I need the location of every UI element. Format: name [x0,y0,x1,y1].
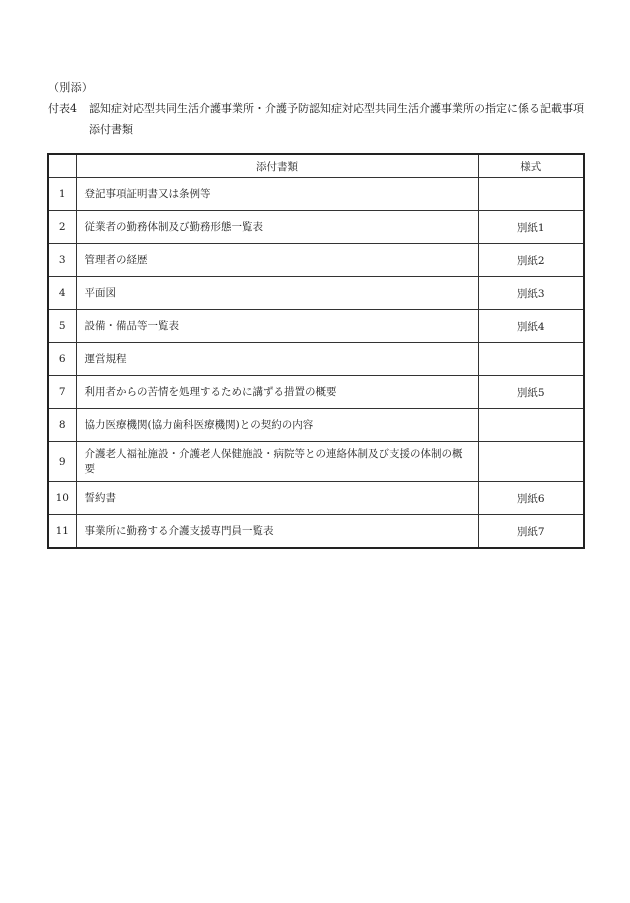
row-number: 11 [48,515,76,549]
table-row [48,310,584,343]
row-form [478,178,584,211]
table-row [48,343,584,376]
table-row [48,376,584,409]
table-row [48,482,584,515]
row-document-name: 誓約書 [76,482,478,515]
row-document-name: 事業所に勤務する介護支援専門員一覧表 [76,515,478,549]
row-number: 10 [48,482,76,515]
table-row [48,277,584,310]
row-document-name: 登記事項証明書又は条例等 [76,178,478,211]
attachment-table [47,153,585,549]
table-row [48,515,584,549]
table-row [48,211,584,244]
table-header-row [48,154,584,178]
row-number: 4 [48,277,76,310]
row-document-name: 協力医療機関(協力歯科医療機関)との契約の内容 [76,409,478,442]
caption-text: 認知症対応型共同生活介護事業所・介護予防認知症対応型共同生活介護事業所の指定に係る記載事項 添付書類 [89,102,595,136]
row-form: 別紙1 [478,211,584,244]
row-document-name: 介護老人福祉施設・介護老人保健施設・病院等との連絡体制及び支援の体制の概要 [76,442,478,482]
row-number: 6 [48,343,76,376]
table-row [48,244,584,277]
row-document-name: 設備・備品等一覧表 [76,310,478,343]
header-number [48,154,76,178]
table-caption [48,98,593,140]
header-document-name: 添付書類 [76,154,478,178]
row-number: 8 [48,409,76,442]
table-row [48,178,584,211]
row-number: 1 [48,178,76,211]
table-row [48,442,584,482]
row-form: 別紙3 [478,277,584,310]
row-form: 別紙2 [478,244,584,277]
row-form: 別紙6 [478,482,584,515]
row-form [478,409,584,442]
row-number: 2 [48,211,76,244]
row-number: 9 [48,442,76,482]
row-number: 7 [48,376,76,409]
header-form: 様式 [478,154,584,178]
row-number: 3 [48,244,76,277]
row-form: 別紙5 [478,376,584,409]
row-document-name: 平面図 [76,277,478,310]
row-document-name: 運営規程 [76,343,478,376]
row-form [478,442,584,482]
row-document-name: 従業者の勤務体制及び勤務形態一覧表 [76,211,478,244]
row-form: 別紙4 [478,310,584,343]
row-number: 5 [48,310,76,343]
row-form [478,343,584,376]
table-row [48,409,584,442]
row-document-name: 利用者からの苦情を処理するために講ずる措置の概要 [76,376,478,409]
row-document-name: 管理者の経歴 [76,244,478,277]
row-form: 別紙7 [478,515,584,549]
attachment-note: （別添） [48,81,94,94]
caption-number: 付表4 [48,102,77,115]
